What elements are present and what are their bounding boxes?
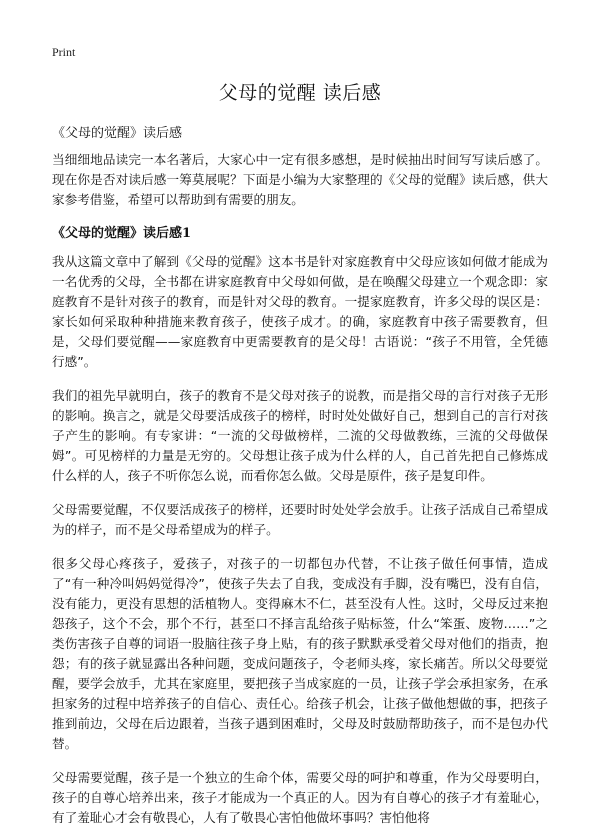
article-body xyxy=(52,150,548,828)
print-label: Print xyxy=(52,45,76,59)
section-heading: 《父母的觉醒》读后感1 xyxy=(52,226,192,241)
body-paragraph-3: 父母需要觉醒，不仅要活成孩子的榜样，还要时时处处学会放手。让孩子活成自己希望成为的样子，而不是父母希望成为的样子。 xyxy=(52,502,548,537)
body-paragraph-2: 我们的祖先早就明白，孩子的教育不是父母对孩子的说教，而是指父母的言行对孩子无形的影响。换言之，就是父母要活成孩子的榜样，时时处处做好自己，想到自己的言行对孩子产生的影响。有专家讲：“一流的父母做榜样，二流的父母做教练，三流的父母做保姆”。可见榜样的力量是无穷的。父母想让孩子成为什么样的人，自己首先把自己修炼成什么样的人，孩子不听你怎么说，而看你怎么做。父母是原件，孩子是复印件。 xyxy=(52,388,548,483)
body-paragraph-5: 父母需要觉醒，孩子是一个独立的生命个体，需要父母的呵护和尊重，作为父母要明白，孩子的自尊心培养出来，孩子才能成为一个真正的人。因为有自尊心的孩子才有羞耻心，有了羞耻心才会有敬畏心，人有了敬畏心害怕他做坏事吗？害怕他将 xyxy=(52,770,548,825)
intro-paragraph: 当细细地品读完一本名著后，大家心中一定有很多感想，是时候抽出时间写写读后感了。现在你是否对读后感一筹莫展呢？下面是小编为大家整理的《父母的觉醒》读后感，供大家参考借鉴，希望可以帮助到有需要的朋友。 xyxy=(52,152,548,207)
body-paragraph-1: 我从这篇文章中了解到《父母的觉醒》这本书是针对家庭教育中父母应该如何做才能成为一名优秀的父母，全书都在讲家庭教育中父母如何做，是在唤醒父母建立一个观念即：家庭教育不是针对孩子的教育，而是针对父母的教育。一提家庭教育，许多父母的误区是：家长如何采取种种措施来教育孩子，使孩子成才。的确，家庭教育中孩子需要教育，但是，父母们要觉醒——家庭教育中更需要教育的是父母！古语说：“孩子不用管，全凭德行感”。 xyxy=(52,254,548,369)
body-paragraph-4: 很多父母心疼孩子，爱孩子，对孩子的一切都包办代替，不让孩子做任何事情，造成了“有一种冷叫妈妈觉得冷”，使孩子失去了自我，变成没有手脚，没有嘴巴，没有自信，没有能力，更没有思想的活植物人。变得麻木不仁，甚至没有人性。这时，父母反过来抱怨孩子，这个不会，那个不行，甚至口不择言乱给孩子贴标签，什么“笨蛋、废物……”之类伤害孩子自尊的词语一股脑往孩子身上贴，有的孩子默默承受着父母对他们的指责，抱怨；有的孩子就显露出各种问题，变成问题孩子，令老师头疼，家长痛苦。所以父母要觉醒，要学会放手，尤其在家庭里，要把孩子当成家庭的一员，让孩子学会承担家务，在承担家务的过程中培养孩子的自信心、责任心。给孩子机会，让孩子做他想做的事，把孩子推到前边，父母在后边跟着，当孩子遇到困难时，父母及时鼓励帮助孩子，而不是包办代替。 xyxy=(52,556,548,751)
page-subtitle: 《父母的觉醒》读后感 xyxy=(52,126,183,141)
page-title: 父母的觉醒 读后感 xyxy=(218,82,382,104)
